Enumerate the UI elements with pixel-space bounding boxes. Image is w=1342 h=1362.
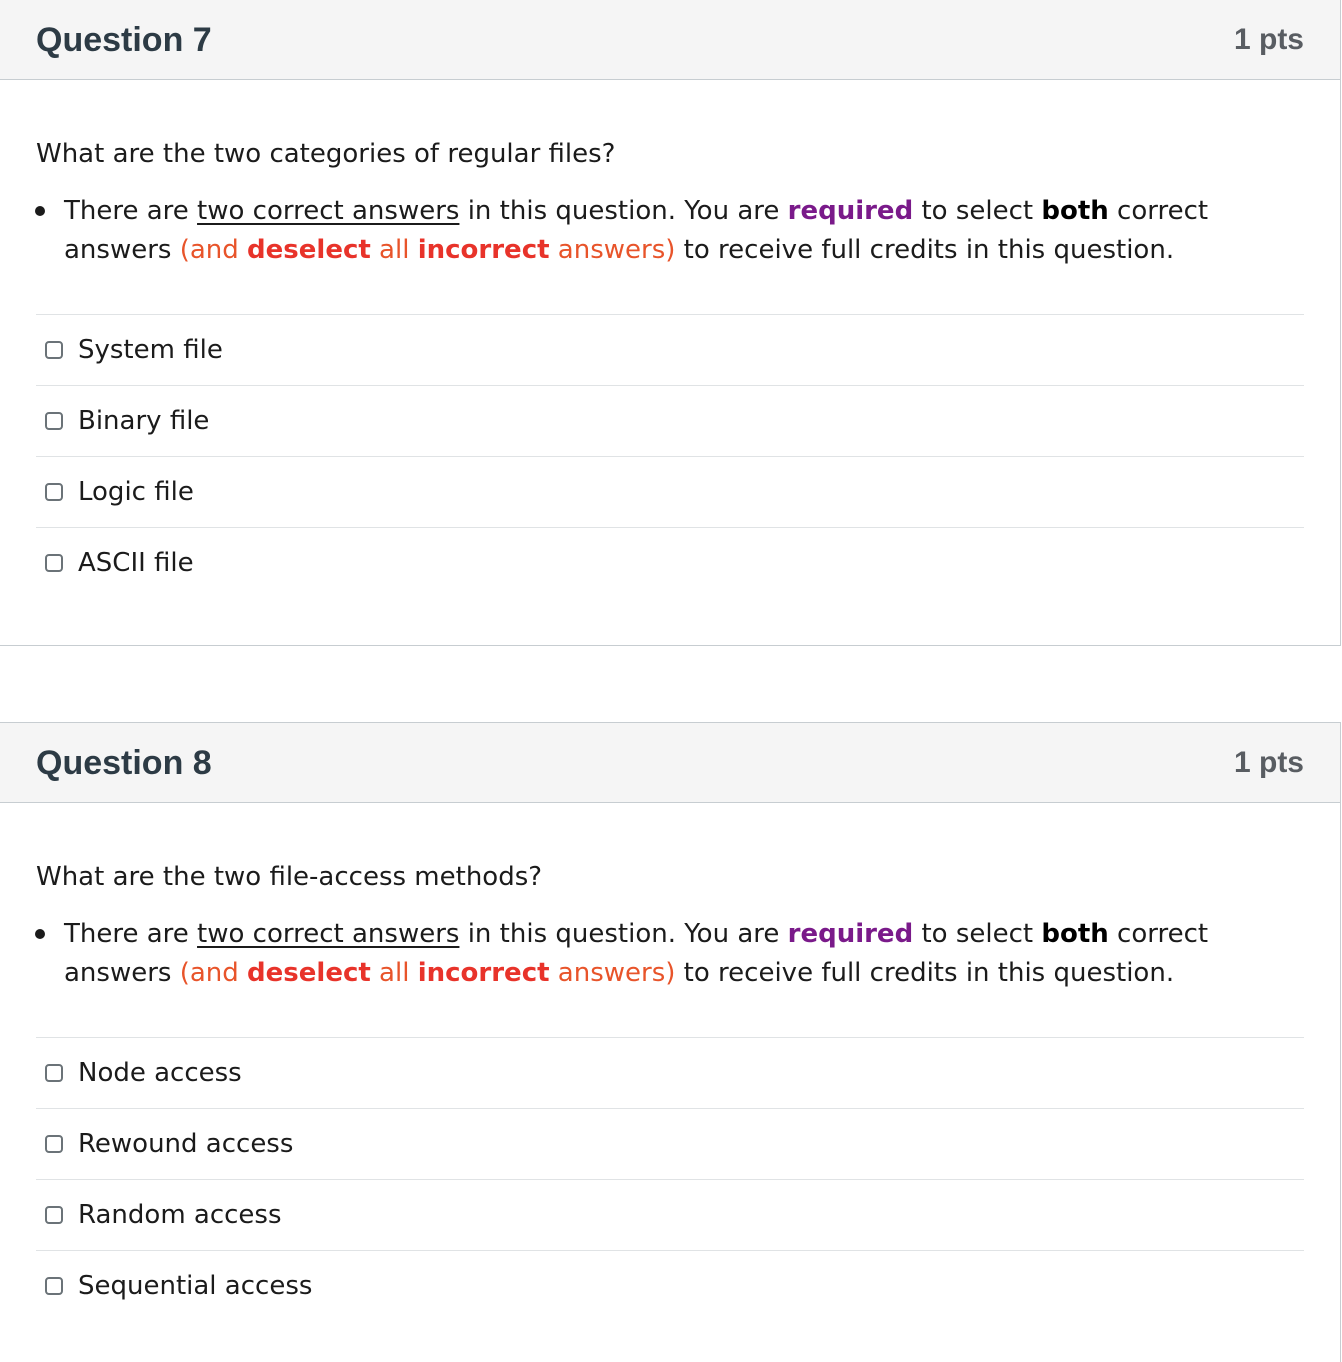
instruction-item: [64, 915, 1304, 993]
instruction-list: [36, 192, 1304, 270]
answer-option[interactable]: [36, 528, 1304, 598]
instruction-orange: all: [370, 235, 418, 265]
answer-list: [36, 1037, 1304, 1321]
answer-option[interactable]: [36, 386, 1304, 457]
instruction-item: [64, 192, 1304, 270]
checkbox[interactable]: [45, 554, 63, 572]
checkbox[interactable]: [45, 483, 63, 501]
question-body: [0, 803, 1340, 1321]
instruction-text: correct answers: [64, 919, 1209, 988]
bullet-icon: [35, 929, 45, 939]
instruction-text: in this question. You are: [459, 196, 788, 226]
answer-label[interactable]: ASCII file: [78, 548, 194, 578]
instruction-text: in this question. You are: [459, 919, 788, 949]
answer-label[interactable]: Sequential access: [78, 1271, 313, 1301]
question-text: What are the two categories of regular files?: [36, 139, 616, 169]
instruction-orange: (and: [179, 235, 248, 265]
instruction-required: required: [787, 919, 914, 949]
question-body: [0, 80, 1340, 598]
instruction-underlined: two correct answers: [197, 919, 460, 949]
instruction-both: both: [1041, 196, 1109, 226]
answer-label[interactable]: Logic file: [78, 477, 194, 507]
instruction-incorrect: incorrect: [417, 235, 550, 265]
instruction-required: required: [787, 196, 914, 226]
instruction-text: to receive full credits in this question.: [675, 958, 1175, 988]
instruction-text: There are: [64, 919, 198, 949]
answer-label[interactable]: Binary file: [78, 406, 210, 436]
answer-label[interactable]: Random access: [78, 1200, 282, 1230]
instruction-incorrect: incorrect: [417, 958, 550, 988]
answer-option[interactable]: [36, 1109, 1304, 1180]
checkbox[interactable]: [45, 1206, 63, 1224]
instruction-both: both: [1041, 919, 1109, 949]
question-8-card: [0, 722, 1341, 1362]
question-7-card: [0, 0, 1341, 646]
checkbox[interactable]: [45, 1064, 63, 1082]
answer-label[interactable]: Rewound access: [78, 1129, 294, 1159]
answer-option[interactable]: [36, 1180, 1304, 1251]
instruction-orange: (and: [179, 958, 248, 988]
answer-option[interactable]: [36, 457, 1304, 528]
answer-option[interactable]: [36, 1251, 1304, 1321]
instruction-orange: answers): [549, 958, 676, 988]
instruction-text: to receive full credits in this question.: [675, 235, 1175, 265]
instruction-orange: all: [370, 958, 418, 988]
instruction-deselect: deselect: [247, 235, 371, 265]
instruction-text: There are: [64, 196, 198, 226]
instruction-deselect: deselect: [247, 958, 371, 988]
question-text: What are the two file-access methods?: [36, 862, 543, 892]
instruction-text: to select: [913, 919, 1042, 949]
answer-label[interactable]: Node access: [78, 1058, 242, 1088]
question-points: 1 pts: [1233, 746, 1304, 779]
checkbox[interactable]: [45, 412, 63, 430]
answer-option[interactable]: [36, 315, 1304, 386]
checkbox[interactable]: [45, 1135, 63, 1153]
question-header: [0, 723, 1340, 803]
instruction-list: [36, 915, 1304, 993]
instruction-text: correct answers: [64, 196, 1209, 265]
instruction-text: to select: [913, 196, 1042, 226]
question-title: Question 8: [36, 744, 212, 782]
answer-label[interactable]: System file: [78, 335, 223, 365]
question-header: [0, 0, 1340, 80]
bullet-icon: [35, 206, 45, 216]
checkbox[interactable]: [45, 1277, 63, 1295]
question-points: 1 pts: [1233, 23, 1304, 56]
answer-option[interactable]: [36, 1038, 1304, 1109]
checkbox[interactable]: [45, 341, 63, 359]
question-title: Question 7: [36, 21, 212, 59]
answer-list: [36, 314, 1304, 598]
instruction-underlined: two correct answers: [197, 196, 460, 226]
instruction-orange: answers): [549, 235, 676, 265]
